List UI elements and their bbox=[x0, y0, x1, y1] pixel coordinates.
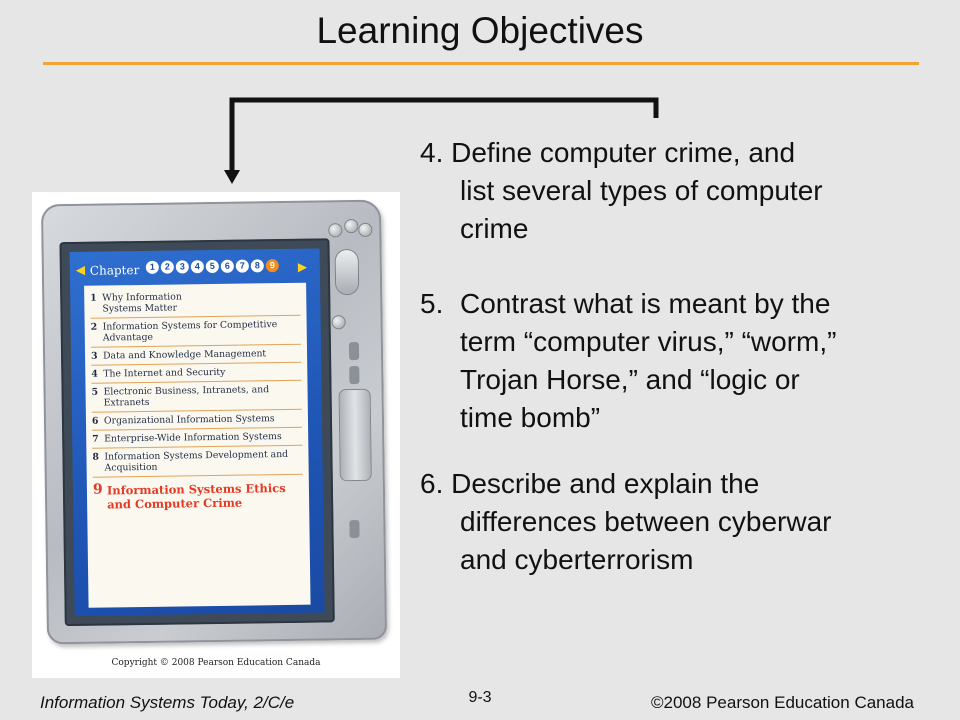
hardware-button-icon bbox=[333, 316, 345, 328]
footer-book-title: Information Systems Today, 2/C/e bbox=[40, 693, 295, 712]
toc-item: 5 Electronic Business, Intranets, and Extranets bbox=[91, 381, 301, 413]
objective-6-line: and cyberterrorism bbox=[460, 544, 694, 575]
chapter-number: 5 bbox=[206, 260, 219, 273]
chapter-number-active: 9 bbox=[266, 259, 279, 272]
tablet-screen-frame bbox=[59, 238, 334, 626]
tablet-bezel-controls bbox=[327, 220, 381, 621]
chapter-number: 3 bbox=[176, 260, 189, 273]
hardware-button-icon bbox=[359, 224, 371, 236]
hardware-slot-icon bbox=[349, 366, 359, 384]
footer-page-number: 9-3 bbox=[468, 689, 492, 706]
chapter-number: 7 bbox=[236, 259, 249, 272]
toc-item: 6 Organizational Information Systems bbox=[92, 410, 302, 431]
chapter-label: Chapter bbox=[89, 263, 140, 278]
title-divider bbox=[43, 62, 919, 65]
objective-6 bbox=[420, 465, 920, 579]
slide-title: Learning Objectives bbox=[316, 10, 644, 51]
objective-4 bbox=[420, 134, 920, 248]
image-copyright: Copyright © 2008 Pearson Education Canada bbox=[111, 658, 321, 668]
next-arrow-icon: ▶ bbox=[297, 259, 308, 274]
toc-item: 7 Enterprise-Wide Information Systems bbox=[92, 428, 302, 449]
objective-6-lead: 6. Describe and explain the bbox=[420, 468, 760, 499]
toc-item: 8 Information Systems Development and Acquisition bbox=[92, 446, 302, 478]
toc-item: 3 Data and Knowledge Management bbox=[91, 345, 301, 366]
chapter-number: 4 bbox=[191, 260, 204, 273]
toc-item: 4 The Internet and Security bbox=[91, 363, 301, 384]
objective-5-line: term “computer virus,” “worm,” bbox=[460, 326, 837, 357]
toc-list bbox=[84, 283, 309, 515]
hardware-slot-icon bbox=[349, 342, 359, 360]
tablet-photo bbox=[32, 192, 400, 678]
chapter-number: 2 bbox=[161, 261, 174, 274]
objective-5-line: time bomb” bbox=[460, 402, 601, 433]
toc-page bbox=[84, 283, 310, 608]
chapter-number: 1 bbox=[146, 261, 159, 274]
chapter-number: 8 bbox=[251, 259, 264, 272]
navigation-pad-icon bbox=[336, 250, 359, 294]
objective-4-line: list several types of computer bbox=[460, 175, 823, 206]
toc-item-current: 9 Information Systems Ethics and Computer Crime bbox=[92, 481, 286, 512]
chapter-bar bbox=[70, 257, 320, 284]
hardware-button-icon bbox=[345, 220, 357, 232]
objective-5-number: 5. bbox=[420, 288, 444, 319]
chapter-number: 6 bbox=[221, 260, 234, 273]
chapter-number-list bbox=[146, 259, 279, 274]
tablet-latch-icon bbox=[340, 390, 371, 480]
footer-copyright: ©2008 Pearson Education Canada bbox=[651, 693, 914, 712]
objective-5-first-line: Contrast what is meant by the bbox=[460, 288, 831, 319]
objective-4-line: crime bbox=[460, 213, 529, 244]
objective-6-line: differences between cyberwar bbox=[460, 506, 832, 537]
objective-5-line: Trojan Horse,” and “logic or bbox=[460, 364, 800, 395]
objective-5 bbox=[420, 285, 920, 437]
toc-item: 2 Information Systems for Competitive Advantage bbox=[91, 316, 301, 348]
toc-item: 1 Why Information Systems Matter bbox=[90, 287, 300, 319]
objective-4-lead: 4. Define computer crime, and bbox=[420, 137, 796, 168]
prev-arrow-icon: ◀ bbox=[75, 262, 86, 277]
tablet-screen bbox=[70, 249, 325, 616]
hardware-button-icon bbox=[329, 224, 341, 236]
tablet-device bbox=[41, 200, 387, 645]
hardware-slot-icon bbox=[349, 520, 359, 538]
